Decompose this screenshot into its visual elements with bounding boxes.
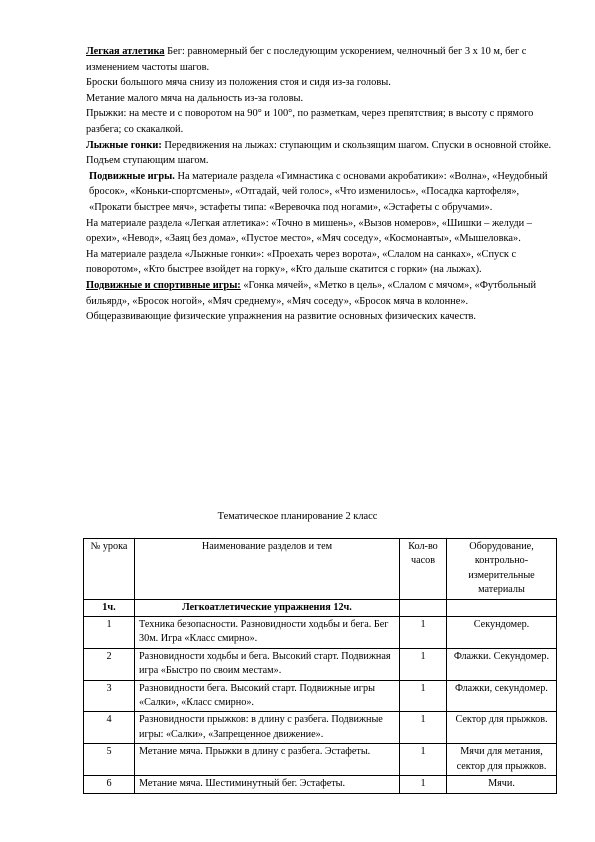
header-equipment: Оборудование, контрольно-измерительные материалы [447,539,557,600]
table-row [84,776,557,793]
table-title: Тематическое планирование 2 класс [217,511,378,522]
paragraph-jumps: Прыжки: на месте и с поворотом на 90° и 100°, по разметкам, через препятствия; в высоту с прямого разбега; со скакалкой. [86,108,534,135]
row-hours: 1 [400,712,447,744]
row-topic: Техника безопасности. Разновидности ходьбы и бега. Бег 30м. Игра «Класс смирно». [135,617,400,649]
header-topic-name: Наименование разделов и тем [135,539,400,600]
table-header-row [84,539,557,600]
paragraph-athletics: Легкая атлетика Бег: равномерный бег с последующим ускорением, челночный бег 3 х 10 м, бег с изменением частоты шагов. [86,46,527,73]
table-row [84,617,557,649]
section-name: Легкоатлетические упражнения 12ч. [135,599,400,616]
paragraph-throws: Броски большого мяча снизу из положения стоя и сидя из-за головы. [86,77,391,89]
row-equipment: Флажки. Секундомер. [447,648,557,680]
row-equipment: Мячи для метания, сектор для прыжков. [447,744,557,776]
paragraph-small-ball: Метание малого мяча на дальность из-за головы. [86,92,304,104]
paragraph-games-skiing: На материале раздела «Лыжные гонки»: «Проехать через ворота», «Слалом на санках», «Спуск с поворотом», «Кто быстрее взойдет на горку», «Кто дальше скатится с горки» (на лыжах). [86,248,517,276]
paragraph-games-gymnastics: Подвижные игры. На материале раздела «Гимнастика с основами акробатики»: «Волна», «Неудобный бросок», «Коньки-спортсмены», «Отгадай, чей голос», «Что изменилось», «Посадка картофеля», «Прокати быстрее мяч», эстафеты типа: «Веревочка под ногами», «Эстафеты с обручами». [89,170,548,213]
row-hours: 1 [400,680,447,712]
row-hours: 1 [400,648,447,680]
row-number: 5 [84,744,135,776]
table-row [84,712,557,744]
row-equipment: Мячи. [447,776,557,793]
row-topic: Разновидности бега. Высокий старт. Подвижные игры «Салки», «Класс смирно». [135,680,400,712]
row-hours: 1 [400,744,447,776]
heading-sport-games: Подвижные и спортивные игры: [86,279,241,291]
planning-table [83,538,557,794]
table-row [84,744,557,776]
section-equipment-cell [447,599,557,616]
heading-skiing: Лыжные гонки: [86,139,162,151]
row-number: 2 [84,648,135,680]
table-section-row [84,599,557,616]
row-hours: 1 [400,617,447,649]
row-hours: 1 [400,776,447,793]
paragraph-games-athletics: На материале раздела «Легкая атлетика»: «Точно в мишень», «Вызов номеров», «Шишки – желуди – орехи», «Невод», «Заяц без дома», «Пустое место», «Мяч соседу», «Космонавты», «Мышеловка». [86,217,532,245]
heading-games: Подвижные игры. [89,170,175,182]
row-equipment: Секундомер. [447,617,557,649]
table-row [84,680,557,712]
row-topic: Метание мяча. Прыжки в длину с разбега. Эстафеты. [135,744,400,776]
heading-athletics: Легкая атлетика [86,46,165,57]
paragraph-general: Общеразвивающие физические упражнения на развитие основных физических качеств. [86,311,477,323]
row-number: 4 [84,712,135,744]
section-hours-cell [400,599,447,616]
table-row [84,648,557,680]
row-topic: Разновидности ходьбы и бега. Высокий старт. Подвижная игра «Быстро по своим местам». [135,648,400,680]
section-number: 1ч. [84,599,135,616]
curriculum-text [86,44,556,325]
row-topic: Метание мяча. Шестиминутный бег. Эстафеты. [135,776,400,793]
row-equipment: Сектор для прыжков. [447,712,557,744]
row-number: 3 [84,680,135,712]
header-lesson-number: № урока [84,539,135,600]
row-equipment: Флажки, секундомер. [447,680,557,712]
row-number: 6 [84,776,135,793]
row-number: 1 [84,617,135,649]
paragraph-sport-games: Подвижные и спортивные игры: «Гонка мячей», «Метко в цель», «Слалом с мячом», «Футбольный бильярд», «Бросок ногой», «Мяч среднему», «Мяч соседу», «Бросок мяча в колонне». [86,279,537,307]
row-topic: Разновидности прыжков: в длину с разбега. Подвижные игры: «Салки», «Запрещенное движение». [135,712,400,744]
paragraph-skiing: Лыжные гонки: Передвижения на лыжах: ступающим и скользящим шагом. Спуски в основной стойке. Подъем ступающим шагом. [86,139,552,167]
header-hours: Кол-во часов [400,539,447,600]
